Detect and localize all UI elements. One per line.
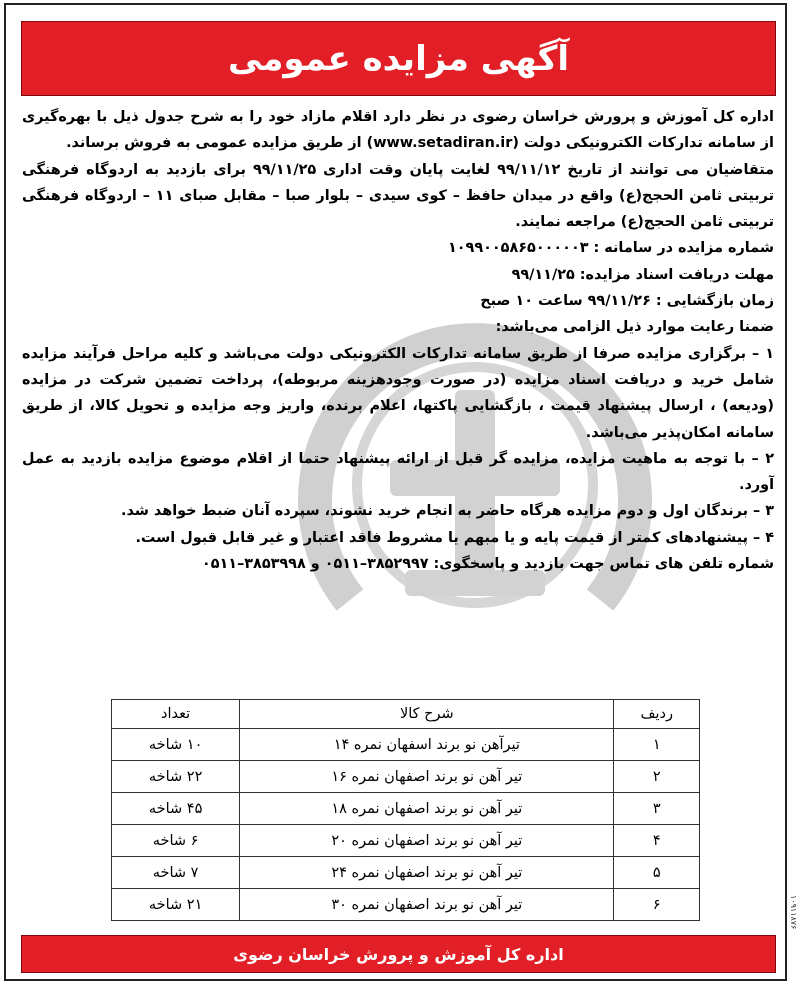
items-table [111,699,700,921]
item-quantity: ۱۰ شاخه [112,729,240,761]
row-number: ۴ [614,825,700,857]
table-row [112,857,700,889]
row-number: ۱ [614,729,700,761]
opening-time: زمان بازگشایی : ۹۹/۱۱/۲۶ ساعت ۱۰ صبح [480,293,774,310]
auction-number: شماره مزایده در سامانه : ۱۰۹۹۰۰۵۸۶۵۰۰۰۰۰۳ [447,240,774,257]
table-row [112,793,700,825]
row-number: ۳ [614,793,700,825]
requirement-4: ۴ – پیشنهادهای کمتر از قیمت پایه و یا مبهم یا مشروط فاقد اعتبار و غیر قابل قبول است. [135,529,774,546]
intro-paragraph: اداره کل آموزش و پرورش خراسان رضوی در نظر دارد اقلام مازاد خود را به شرح جدول ذیل با بهره‌گیری از سامانه تدارکات الکترونیکی دولت (www.setadiran.ir) از طریق مزایده عمومی به فروش برساند. [22,109,774,152]
item-quantity: ۴۵ شاخه [112,793,240,825]
table-row [112,761,700,793]
item-description: تیرآهن نو برند اسفهان نمره ۱۴ [240,729,614,761]
visit-paragraph: متقاضیان می توانند از تاریخ ۹۹/۱۱/۱۲ لغایت پایان وقت اداری ۹۹/۱۱/۲۵ برای بازدید به اردوگاه فرهنگی تربیتی ثامن الحجج(ع) واقع در میدان حافظ – کوی سیدی – بلوار صبا – مقابل صبای ۱۱ – اردوگاه فرهنگی تربیتی ثامن الحجج(ع) مراجعه نمایند. [22,161,774,231]
item-description: تیر آهن نو برند اصفهان نمره ۲۰ [240,825,614,857]
side-code: ۱۰۹۱۱۸۷۶ [789,895,798,930]
footer-banner [21,935,776,973]
table-row [112,825,700,857]
page-title: آگهی مزایده عمومی [227,38,570,79]
item-quantity: ۲۱ شاخه [112,889,240,921]
requirement-2: ۲ – با توجه به ماهیت مزایده، مزایده گر قبل از ارائه پیشنهاد حتما از اقلام موضوع مزایده بازدید به عمل آورد. [22,450,774,494]
requirement-1: ۱ – برگزاری مزایده صرفا از طریق سامانه تدارکات الکترونیکی دولت می‌باشد و کلیه مراحل فرآیند مزایده شامل خرید و دریافت اسناد مزایده (در صورت وجودهزینه مربوطه)، پرداخت تضمین شرکت در مزایده (ودیعه) ، ارسال پیشنهاد قیمت ، بازگشایی پاکتها، اعلام برنده، واریز وجه مزایده و تحویل کالا، از طریق سامانه امکان‌پذیر می‌باشد. [22,345,774,441]
header-quantity: تعداد [112,700,240,729]
item-description: تیر آهن نو برند اصفهان نمره ۱۶ [240,761,614,793]
item-description: تیر آهن نو برند اصفهان نمره ۱۸ [240,793,614,825]
header-description: شرح کالا [240,700,614,729]
item-description: تیر آهن نو برند اصفهان نمره ۲۴ [240,857,614,889]
item-quantity: ۷ شاخه [112,857,240,889]
requirement-3: ۳ – برندگان اول و دوم مزایده هرگاه حاضر به انجام خرید نشوند، سپرده آنان ضبط خواهد شد. [120,503,774,520]
table-row [112,729,700,761]
row-number: ۶ [614,889,700,921]
item-quantity: ۶ شاخه [112,825,240,857]
table-row [112,889,700,921]
requirements-intro: ضمنا رعایت موارد ذیل الزامی می‌باشد: [495,319,774,336]
footer-org-name: اداره کل آموزش و پرورش خراسان رضوی [233,944,564,964]
item-quantity: ۲۲ شاخه [112,761,240,793]
row-number: ۵ [614,857,700,889]
table-header-row [112,700,700,729]
document-deadline: مهلت دریافت اسناد مزایده: ۹۹/۱۱/۲۵ [511,266,774,283]
item-description: تیر آهن نو برند اصفهان نمره ۳۰ [240,889,614,921]
title-banner [21,21,776,96]
contact-phones: شماره تلفن های تماس جهت بازدید و پاسخگوی: ۳۸۵۲۹۹۷–۰۵۱۱ و ۳۸۵۳۹۹۸–۰۵۱۱ [201,556,774,573]
header-row-number: ردیف [614,700,700,729]
announcement-body [22,104,774,577]
row-number: ۲ [614,761,700,793]
